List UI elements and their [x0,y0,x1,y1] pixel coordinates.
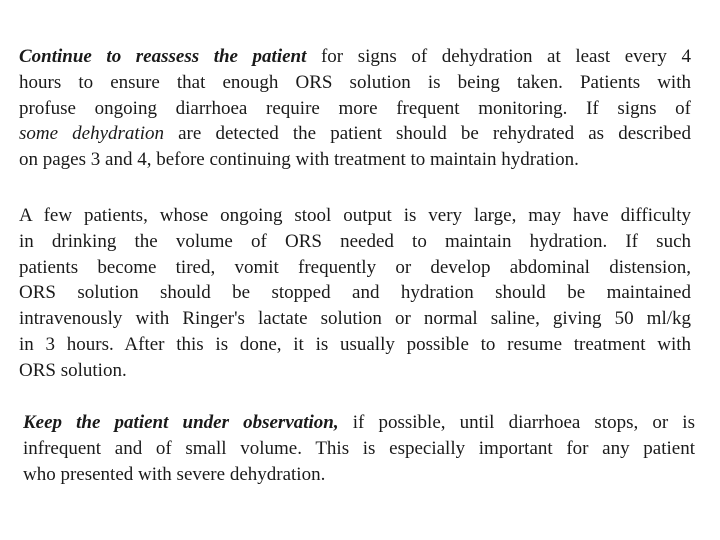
text-line [19,147,691,173]
body-text: in 3 hours. After this is done, it is usually possible to resume treatment with [19,333,691,355]
body-text: ORS solution should be stopped and hydration should be maintained [19,282,691,304]
text-line [23,462,695,488]
text-line [19,358,691,384]
body-text: on pages 3 and 4, before continuing with treatment to maintain hydration. [19,149,579,171]
text-line [19,332,691,358]
body-text: are detected the patient should be rehydrated as described [164,123,691,145]
body-text: patients become tired, vomit frequently or develop abdominal distension, [19,256,691,278]
text-line [19,203,691,229]
paragraph-keep-under-observation [23,410,695,488]
text-line [19,280,691,306]
emphasis-text: Keep the patient under observation, [23,412,339,433]
body-text: for signs of dehydration at least every 4 [306,46,691,67]
text-line [23,436,695,462]
body-text: if possible, until diarrhoea stops, or is [338,412,695,433]
text-line [19,255,691,281]
text-line [23,410,695,436]
body-text: infrequent and of small volume. This is especially important for any patient [23,437,695,459]
text-line [19,44,691,70]
text-line [19,306,691,332]
body-text: who presented with severe dehydration. [23,463,326,485]
text-line [19,229,691,255]
body-text: intravenously with Ringer's lactate solution or normal saline, giving 50 ml/kg [19,308,691,330]
body-text: A few patients, whose ongoing stool output is very large, may have difficulty [19,205,691,226]
emphasis-text: Continue to reassess the patient [19,46,307,67]
paragraph-large-stool-output [19,203,691,384]
text-line [19,121,691,147]
text-line [19,96,691,122]
body-text: profuse ongoing diarrhoea require more frequent monitoring. If signs of [19,97,691,119]
paragraph-reassess-patient [19,44,691,173]
text-line [19,70,691,96]
italic-text: some dehydration [19,123,164,145]
body-text: ORS solution. [19,359,127,381]
body-text: in drinking the volume of ORS needed to maintain hydration. If such [19,230,691,252]
body-text: hours to ensure that enough ORS solution is being taken. Patients with [19,71,691,93]
